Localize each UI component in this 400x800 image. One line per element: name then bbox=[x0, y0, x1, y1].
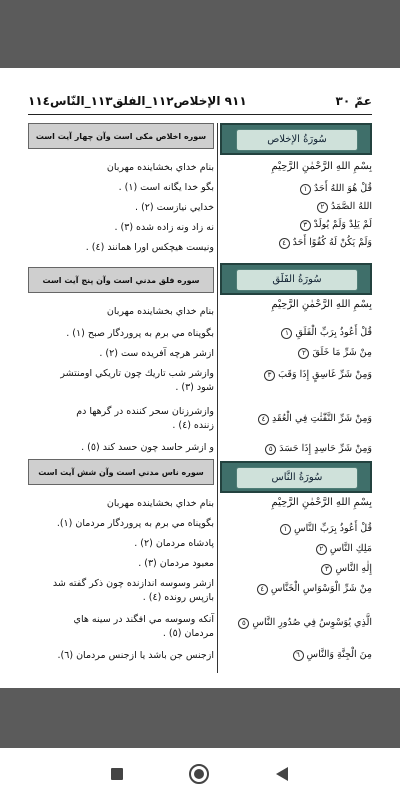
top-toolbar bbox=[0, 0, 400, 68]
translation-line: ازشر هرچه آفريده ست (٢) . bbox=[99, 348, 214, 359]
aya: قُلْ هُوَ اللهُ أَحَدٌ ١ bbox=[220, 183, 372, 195]
bismillah: بِسْمِ اللهِ الرَّحْمٰنِ الرَّحِيْمِ bbox=[271, 299, 372, 310]
aya: وَلَمْ يَكُنْ لَهُ كُفُوًا أَحَدٌ ٤ bbox=[220, 237, 372, 249]
surah-range-label: ٩١١ الإخلاص١١٢_الفلق١١٣_النّاس١١٤ bbox=[28, 94, 247, 108]
home-button[interactable] bbox=[186, 761, 212, 787]
aya: وَمِنْ شَرِّ غَاسِقٍ إِذَا وَقَبَ ٣ bbox=[220, 369, 372, 381]
aya: وَمِنْ شَرِّ النَّفّٰثٰتِ فِي الْعُقَدِ ٤ bbox=[220, 413, 372, 425]
translation-column bbox=[28, 123, 214, 678]
nas-translation-heading: سوره ناس مدني است وآن شش آيت است bbox=[28, 459, 214, 485]
quran-column bbox=[220, 123, 372, 678]
translation-line: ونيست هيچكس اورا همانند (٤) . bbox=[85, 242, 214, 253]
nas-banner-title: سُورَةُ النَّاس bbox=[236, 467, 358, 489]
column-divider bbox=[217, 123, 218, 673]
recent-apps-button[interactable] bbox=[104, 761, 130, 787]
falaq-banner bbox=[220, 263, 372, 295]
translation-line: و ازشر حاسد چون حسد كند (٥) . bbox=[81, 442, 214, 453]
aya: مَلِكِ النَّاسِ ٢ bbox=[220, 543, 372, 555]
falaq-translation-heading: سوره فلق مدني است وآن پنج آيت است bbox=[28, 267, 214, 293]
juz-label: عمّ ٣٠ bbox=[335, 94, 372, 108]
aya: قُلْ أَعُوذُ بِرَبِّ النَّاسِ ١ bbox=[220, 523, 372, 535]
translation-line: زننده (٤) . bbox=[172, 420, 214, 431]
aya: اللهُ الصَّمَدُ ٢ bbox=[220, 201, 372, 213]
translation-line: نه زاد ونه زاده شده (٣) . bbox=[114, 222, 214, 233]
bottom-toolbar bbox=[0, 688, 400, 748]
triangle-back-icon bbox=[276, 767, 288, 781]
translation-line: بنام خداي بخشاينده مهربان bbox=[106, 162, 214, 173]
translation-line: وازشر شب تاريك چون تاريكي اومنتشر bbox=[60, 368, 214, 379]
translation-line: پادشاه مردمان (٢) . bbox=[134, 538, 214, 549]
circle-icon bbox=[189, 764, 209, 784]
translation-line: شود (٣) . bbox=[175, 382, 214, 393]
translation-line: آنكه وسوسه مي افگند در سينه هاي bbox=[73, 614, 214, 625]
aya: لَمْ يَلِدْ وَلَمْ يُولَدْ ٣ bbox=[220, 219, 372, 231]
translation-line: بگوپناه مي برم به پروردگار صبح (١) . bbox=[66, 328, 214, 339]
bismillah: بِسْمِ اللهِ الرَّحْمٰنِ الرَّحِيْمِ bbox=[271, 497, 372, 508]
translation-line: مردمان (٥) . bbox=[162, 628, 214, 639]
back-button[interactable] bbox=[270, 761, 296, 787]
translation-line: وازشرزنان سحر كننده در گرهها دم bbox=[76, 406, 214, 417]
aya: مِنْ شَرِّ مَا خَلَقَ ٢ bbox=[220, 347, 372, 359]
android-nav-bar bbox=[0, 748, 400, 800]
nas-banner bbox=[220, 461, 372, 493]
aya: الَّذِي يُوَسْوِسُ فِي صُدُورِ النَّاسِ ٥ bbox=[220, 617, 372, 629]
aya: مِنَ الْجِنَّةِ وَالنَّاسِ ٦ bbox=[220, 649, 372, 661]
document-page bbox=[0, 68, 400, 688]
ikhlas-translation-heading: سوره اخلاص مکی است وآن چهار آیت است bbox=[28, 123, 214, 149]
translation-line: خدايي نيازست (٢) . bbox=[135, 202, 214, 213]
aya: وَمِنْ شَرِّ حَاسِدٍ إِذَا حَسَدَ ٥ bbox=[220, 443, 372, 455]
ikhlas-banner-title: سُورَةُ الإخلاص bbox=[236, 129, 358, 151]
translation-line: بنام خداي بخشاينده مهربان bbox=[106, 306, 214, 317]
translation-line: بگوپناه مي برم به پروردگار مردمان (١). bbox=[56, 518, 214, 529]
bismillah: بِسْمِ اللهِ الرَّحْمٰنِ الرَّحِيْمِ bbox=[271, 161, 372, 172]
translation-line: ازجنس جن باشد يا ازجنس مردمان (٦). bbox=[57, 650, 214, 661]
falaq-banner-title: سُورَةُ الفَلَق bbox=[236, 269, 358, 291]
translation-line: بازپس رونده (٤) . bbox=[142, 592, 214, 603]
square-icon bbox=[111, 768, 123, 780]
aya: مِنْ شَرِّ الْوَسْوَاسِ الْخَنَّاسِ ٤ bbox=[220, 583, 372, 595]
page-header bbox=[28, 94, 372, 115]
aya: قُلْ أَعُوذُ بِرَبِّ الْفَلَقِ ١ bbox=[220, 327, 372, 339]
aya: إِلٰهِ النَّاسِ ٣ bbox=[220, 563, 372, 575]
translation-line: ازشر وسوسه اندازنده چون ذكر گفته شد bbox=[52, 578, 214, 589]
translation-line: بگو خدا يگانه است (١) . bbox=[118, 182, 214, 193]
ikhlas-banner bbox=[220, 123, 372, 155]
translation-line: معبود مردمان (٣) . bbox=[138, 558, 214, 569]
translation-line: بنام خداي بخشاينده مهربان bbox=[106, 498, 214, 509]
